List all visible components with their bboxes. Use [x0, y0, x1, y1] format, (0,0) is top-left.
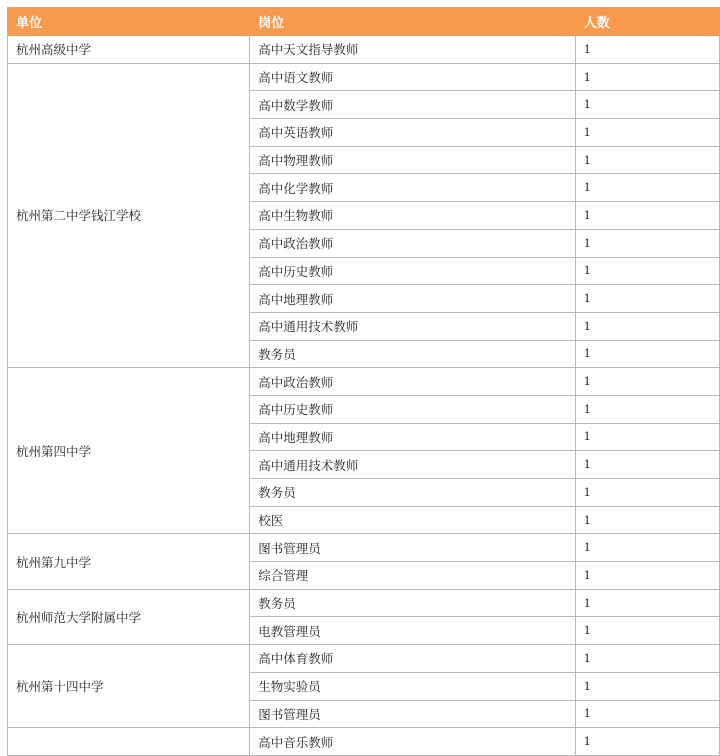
count-cell: 1 — [575, 451, 719, 479]
unit-cell: 杭州师范大学附属中学 — [8, 589, 250, 644]
position-cell: 高中地理教师 — [250, 285, 576, 313]
position-cell: 高中地理教师 — [250, 423, 576, 451]
count-cell: 1 — [575, 395, 719, 423]
table-row — [8, 36, 720, 64]
position-cell: 教务员 — [250, 479, 576, 507]
unit-cell: 杭州高级中学 — [8, 36, 250, 64]
count-cell: 1 — [575, 562, 719, 590]
position-cell: 高中历史教师 — [250, 257, 576, 285]
positions-table — [7, 7, 720, 756]
count-cell: 1 — [575, 672, 719, 700]
count-cell: 1 — [575, 340, 719, 368]
position-cell: 图书管理员 — [250, 700, 576, 728]
count-cell: 1 — [575, 285, 719, 313]
unit-cell: 杭州第十四中学 — [8, 645, 250, 728]
unit-cell: 杭州第九中学 — [8, 534, 250, 589]
count-cell: 1 — [575, 146, 719, 174]
header-position: 岗位 — [250, 8, 576, 36]
count-cell: 1 — [575, 728, 719, 756]
count-cell: 1 — [575, 91, 719, 119]
position-cell: 高中生物教师 — [250, 202, 576, 230]
header-row — [8, 8, 720, 36]
position-cell: 高中英语教师 — [250, 119, 576, 147]
count-cell: 1 — [575, 423, 719, 451]
position-cell: 高中化学教师 — [250, 174, 576, 202]
position-cell: 高中通用技术教师 — [250, 451, 576, 479]
position-cell: 教务员 — [250, 589, 576, 617]
count-cell: 1 — [575, 645, 719, 673]
table-row — [8, 645, 720, 673]
table-row — [8, 534, 720, 562]
table-row — [8, 589, 720, 617]
position-cell: 高中物理教师 — [250, 146, 576, 174]
count-cell: 1 — [575, 589, 719, 617]
position-cell: 校医 — [250, 506, 576, 534]
table-row — [8, 368, 720, 396]
position-cell: 高中音乐教师 — [250, 728, 576, 756]
position-cell: 高中通用技术教师 — [250, 312, 576, 340]
count-cell: 1 — [575, 63, 719, 91]
count-cell: 1 — [575, 119, 719, 147]
count-cell: 1 — [575, 368, 719, 396]
unit-cell: 杭州第四中学 — [8, 368, 250, 534]
count-cell: 1 — [575, 229, 719, 257]
table-body — [8, 36, 720, 756]
count-cell: 1 — [575, 617, 719, 645]
count-cell: 1 — [575, 700, 719, 728]
unit-cell — [8, 728, 250, 756]
header-unit: 单位 — [8, 8, 250, 36]
header-count: 人数 — [575, 8, 719, 36]
position-cell: 教务员 — [250, 340, 576, 368]
position-cell: 高中语文教师 — [250, 63, 576, 91]
count-cell: 1 — [575, 534, 719, 562]
unit-cell: 杭州第二中学钱江学校 — [8, 63, 250, 368]
position-cell: 高中天文指导教师 — [250, 36, 576, 64]
position-cell: 高中历史教师 — [250, 395, 576, 423]
table-row — [8, 63, 720, 91]
position-cell: 图书管理员 — [250, 534, 576, 562]
count-cell: 1 — [575, 174, 719, 202]
count-cell: 1 — [575, 36, 719, 64]
count-cell: 1 — [575, 257, 719, 285]
count-cell: 1 — [575, 202, 719, 230]
count-cell: 1 — [575, 312, 719, 340]
position-cell: 高中政治教师 — [250, 229, 576, 257]
count-cell: 1 — [575, 479, 719, 507]
position-cell: 综合管理 — [250, 562, 576, 590]
position-cell: 电教管理员 — [250, 617, 576, 645]
table-row — [8, 728, 720, 756]
position-cell: 高中体育教师 — [250, 645, 576, 673]
position-cell: 高中数学教师 — [250, 91, 576, 119]
count-cell: 1 — [575, 506, 719, 534]
position-cell: 高中政治教师 — [250, 368, 576, 396]
position-cell: 生物实验员 — [250, 672, 576, 700]
